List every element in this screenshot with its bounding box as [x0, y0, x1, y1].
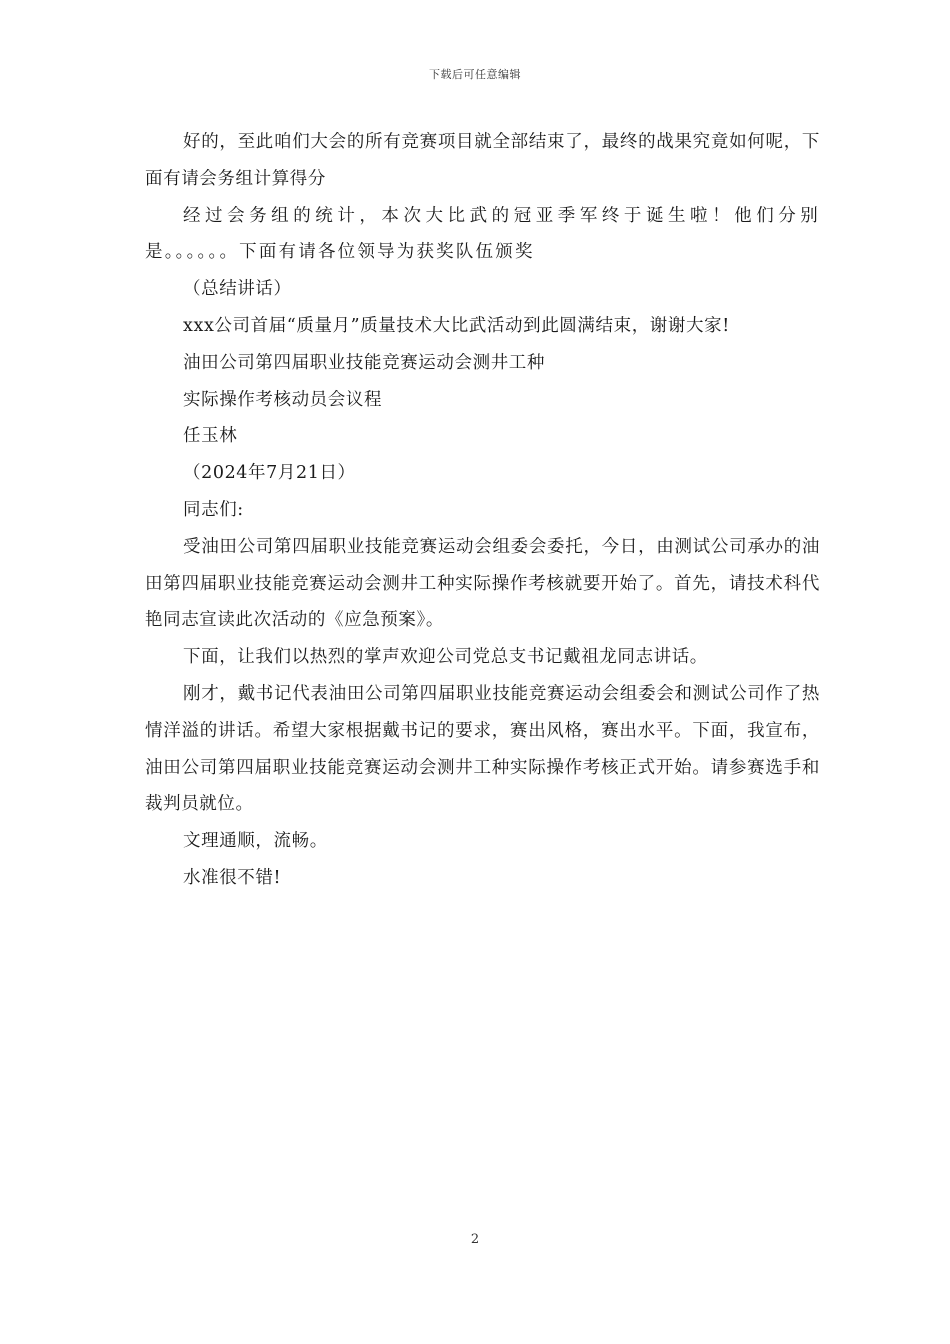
paragraph-winners: 经过会务组的统计，本次大比武的冠亚季军终于诞生啦！他们分别是。。。。。。下面有请各位领导为获奖队伍颁奖 — [145, 205, 820, 263]
paragraph-results-intro: 好的，至此咱们大会的所有竞赛项目就全部结束了，最终的战果究竟如何呢，下面有请会务组计算得分 — [145, 132, 820, 189]
page-header-note: 下载后可任意编辑 — [429, 68, 521, 81]
paragraph-date: （2024年7月21日） — [183, 463, 356, 484]
paragraph-salutation: 同志们: — [183, 499, 244, 520]
paragraph-title-line-2: 实际操作考核动员会议程 — [183, 389, 383, 410]
paragraph-title-line-1: 油田公司第四届职业技能竞赛运动会测井工种 — [183, 352, 545, 373]
paragraph-announcement: 刚才，戴书记代表油田公司第四届职业技能竞赛运动会组委会和测试公司作了热情洋溢的讲话。希望大家根据戴书记的要求，赛出风格，赛出水平。下面，我宣布，油田公司第四届职业技能竞赛运动会测井工种实际操作考核正式开始。请参赛选手和裁判员就位。 — [145, 683, 820, 815]
paragraph-welcome: 下面，让我们以热烈的掌声欢迎公司党总支书记戴祖龙同志讲话。 — [183, 647, 708, 668]
paragraph-summary-speech: （总结讲话） — [183, 279, 292, 300]
paragraph-comment-2: 水准很不错! — [183, 867, 282, 888]
paragraph-closing: xxx公司首届“质量月”质量技术大比武活动到此圆满结束，谢谢大家! — [183, 315, 730, 336]
paragraph-opening: 受油田公司第四届职业技能竞赛运动会组委会委托，今日，由测试公司承办的油田第四届职业技能竞赛运动会测井工种实际操作考核就要开始了。首先，请技术科代艳同志宣读此次活动的《应急预案》。 — [145, 536, 820, 631]
paragraph-comment-1: 文理通顺，流畅。 — [183, 831, 328, 852]
paragraph-author: 任玉林 — [183, 426, 238, 447]
document-body — [145, 124, 820, 897]
page-number: 2 — [470, 1232, 480, 1247]
